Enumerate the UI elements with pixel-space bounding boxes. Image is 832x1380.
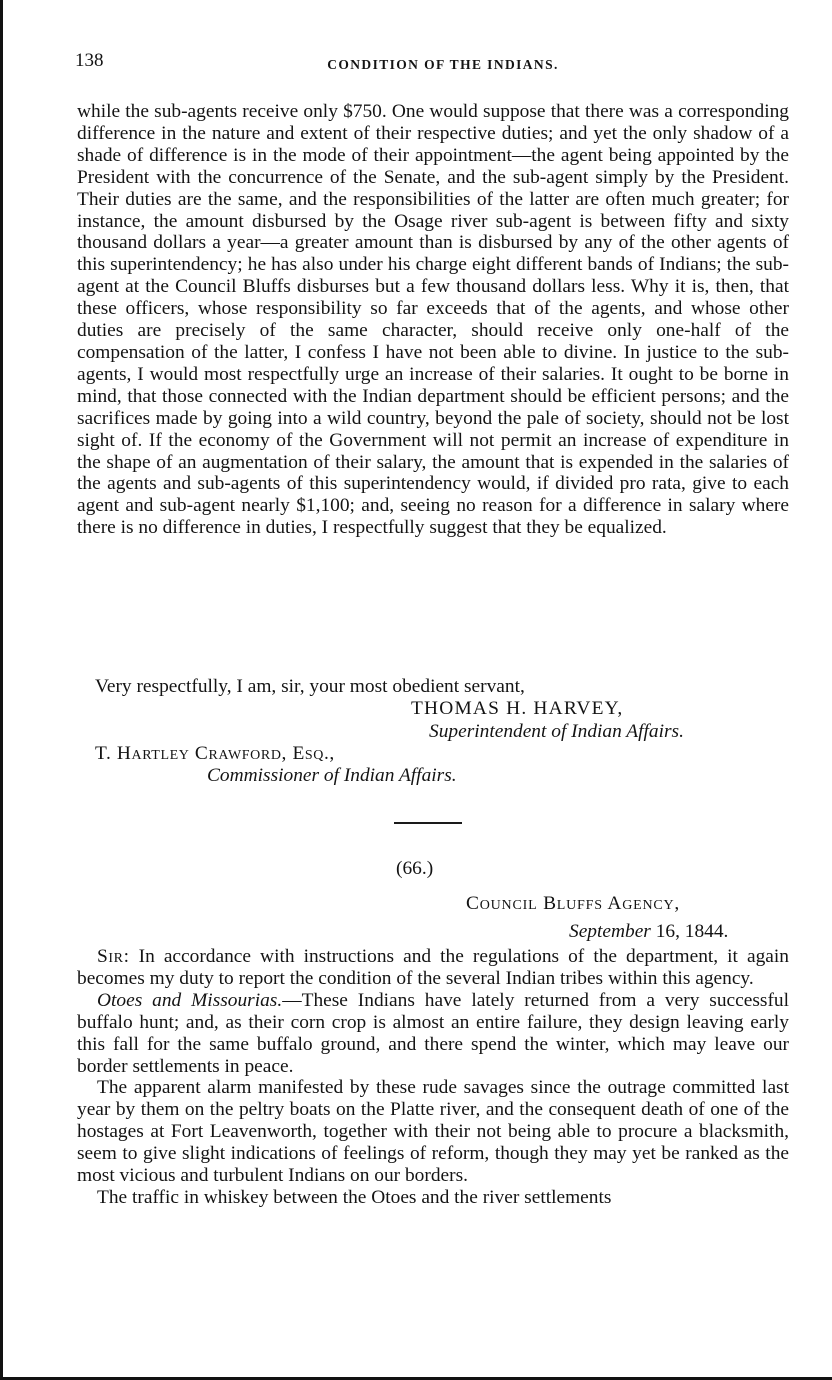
closing-line: Very respectfully, I am, sir, your most obedient servant, [95,676,525,697]
running-head: CONDITION OF THE INDIANS. [327,57,559,72]
signature-title: Superintendent of Indian Affairs. [429,721,684,742]
section-divider [394,822,462,824]
report-paragraph-4: The traffic in whiskey between the Otoes and the river settlements [97,1186,612,1208]
paragraph-2-text: —These Indians have lately returned from a very successful buffalo hunt; and, as their corn crop is almost an entire failure, they design leaving early this fall for the same buffalo ground, and there spend the winter, which may leave our border settlements in peace. [77,989,789,1077]
letter-body [77,101,789,539]
report-paragraph-2 [77,990,789,1078]
report-body [77,946,789,1209]
signature-name: THOMAS H. HARVEY, [411,698,624,719]
date-rest: 16, 1844. [650,921,729,942]
paragraph-1-text: In accordance with instructions and the regulations of the department, it again becomes my duty to report the condition of the several Indian tribes within this agency. [77,946,789,989]
addressee-name: T. Hartley Crawford, Esq., [95,743,335,764]
page-number: 138 [75,50,104,71]
letter-date [569,921,728,943]
document-number: (66.) [396,858,434,879]
report-paragraph-3: The apparent alarm manifested by these rude savages since the outrage committed last year by them on the peltry boats on the Platte river, and the consequent death of one of the hostages at Fort Leavenworth, together with their not being able to procure a blacksmith, seem to give slight indications of feelings of reform, though they may yet be ranked as the most vicious and turbulent Indians on our borders. [77,1077,789,1187]
date-month: September [569,921,651,942]
body-paragraph: while the sub-agents receive only $750. One would suppose that there was a corresponding difference in the nature and extent of their respective duties; and yet the only shadow of a shade of difference is in the mode of their appointment—the agent being appointed by the President with the concurrence of the Senate, and the sub-agent simply by the President. Their duties are the same, and the responsibilities of the latter are often much greater; for instance, the amount disbursed by the Osage river sub-agent is between fifty and sixty thousand dollars a year—a greater amount than is disbursed by any of the other agents of this superintendency; he has also under his charge eight different bands of Indians; the sub-agent at the Council Bluffs disburses but a few thousand dollars less. Why it is, then, that these officers, whose responsibility so far exceeds that of the agents, and whose other duties are precisely of the same character, should receive only one-half of the compensation of the latter, I confess I have not been able to divine. In justice to the sub-agents, I would most respectfully urge an increase of their salaries. It ought to be borne in mind, that those connected with the Indian department should be efficient persons; and the sacrifices made by going into a wild country, beyond the pale of society, should not be lost sight of. If the economy of the Government will not permit an increase of expenditure in the shape of an augmentation of their salary, the amount that is expended in the salaries of the agents and sub-agents of this superintendency would, if divided pro rata, give to each agent and sub-agent nearly $1,100; and, seeing no reason for a difference in salary where there is no difference in duties, I respectfully suggest that they be equalized. [77,101,789,539]
page-header [75,48,787,78]
addressee-title: Commissioner of Indian Affairs. [207,765,457,786]
section-heading: Otoes and Missourias. [97,989,283,1011]
report-paragraph-1 [77,946,789,990]
agency-name: Council Bluffs Agency, [466,893,681,914]
salutation: Sir: [97,946,130,967]
